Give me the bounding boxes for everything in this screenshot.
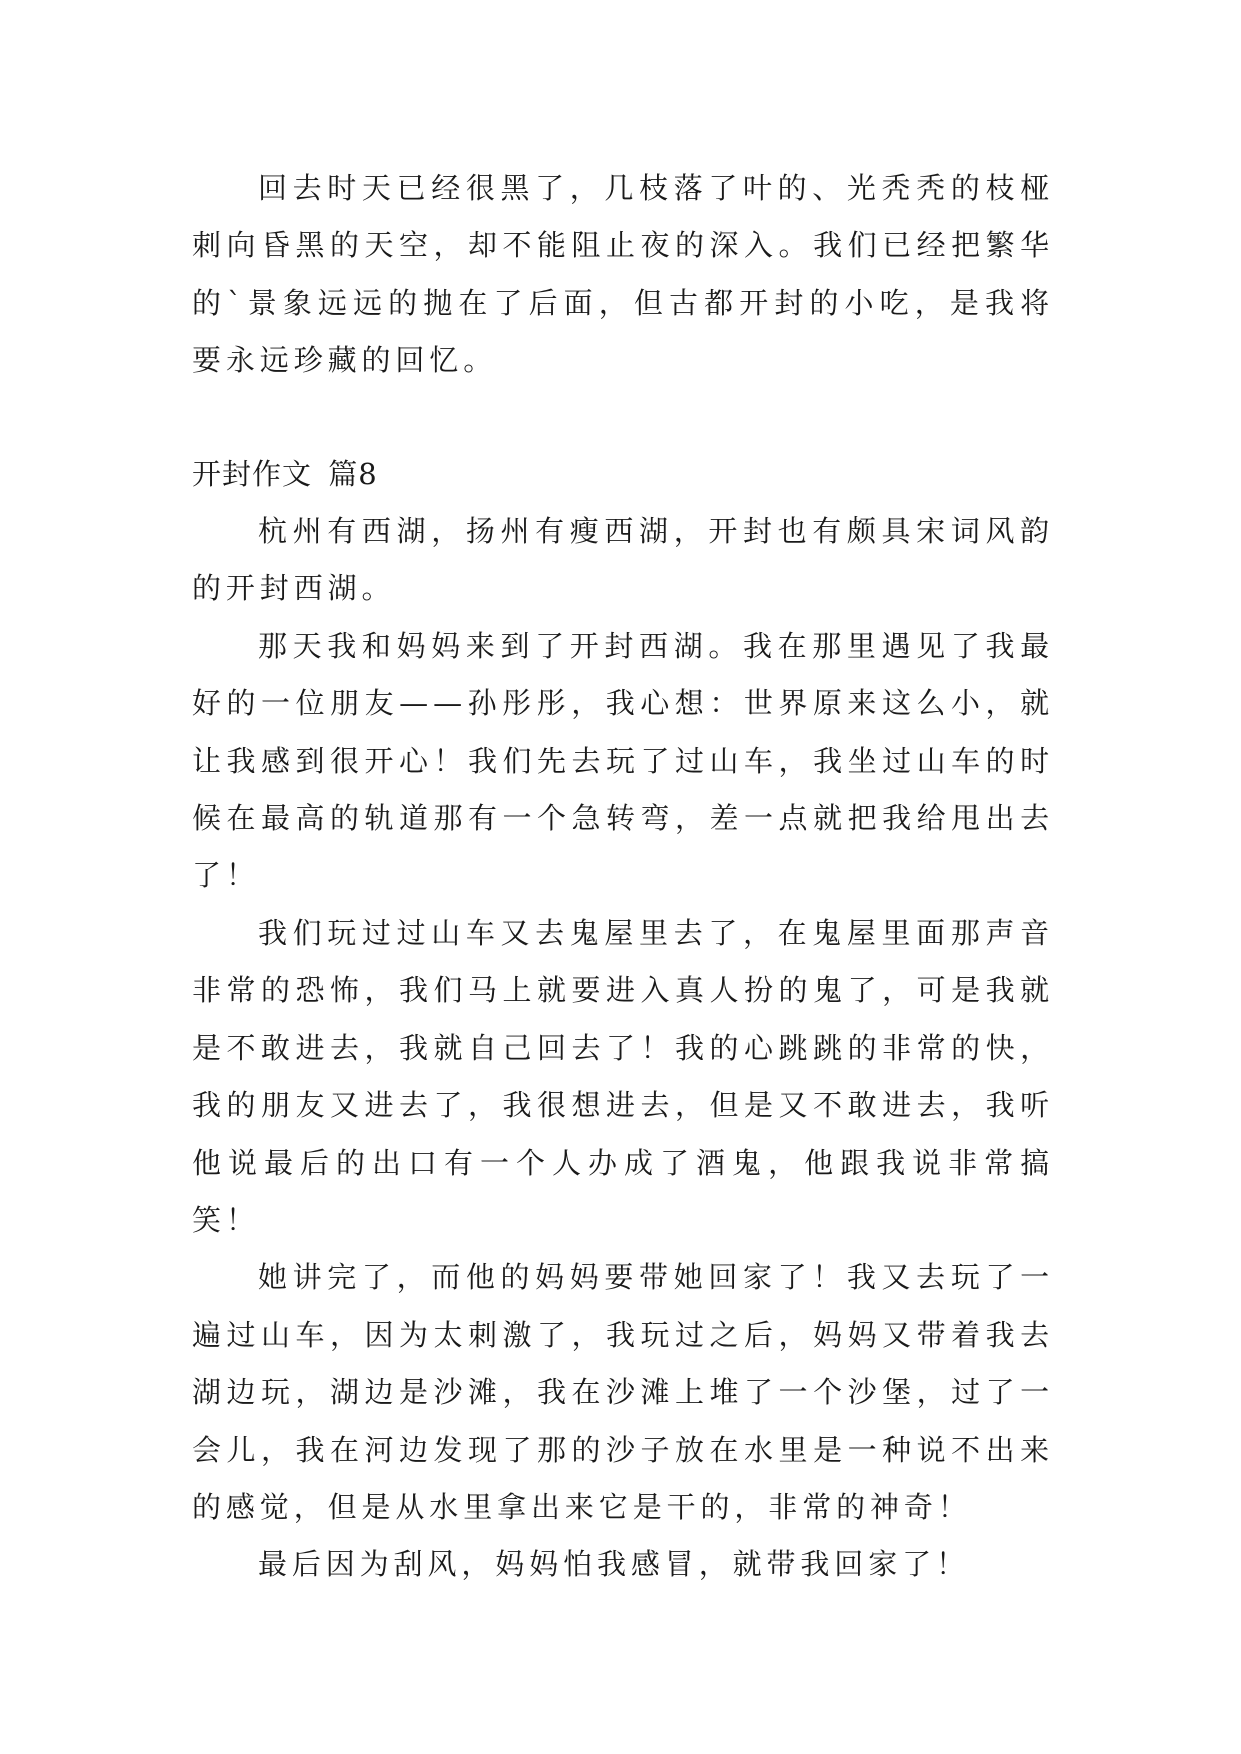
section-title: 开封作文 篇8 (192, 456, 378, 491)
paragraph-1: 杭州有西湖，扬州有瘦西湖，开封也有颇具宋词风韵的开封西湖。 (192, 514, 1054, 606)
paragraph-2: 那天我和妈妈来到了开封西湖。我在那里遇见了我最好的一位朋友——孙彤彤，我心想：世界原来这么小，就让我感到很开心！我们先去玩了过山车，我坐过山车的时候在最高的轨道那有一个急转弯，差一点就把我给甩出去了！ (192, 628, 1054, 893)
paragraph-4: 她讲完了，而他的妈妈要带她回家了！我又去玩了一遍过山车，因为太刺激了，我玩过之后，妈妈又带着我去湖边玩，湖边是沙滩，我在沙滩上堆了一个沙堡，过了一会儿，我在河边发现了那的沙子放在水里是一种说不出来的感觉，但是从水里拿出来它是干的，非常的神奇！ (192, 1260, 1054, 1524)
intro-paragraph: 回去时天已经很黑了，几枝落了叶的、光秃秃的枝桠刺向昏黑的天空，却不能阻止夜的深入。我们已经把繁华的`景象远远的抛在了后面，但古都开封的小吃，是我将要永远珍藏的回忆。 (192, 171, 1054, 378)
document-body (192, 160, 1054, 1594)
paragraph-3: 我们玩过过山车又去鬼屋里去了，在鬼屋里面那声音非常的恐怖，我们马上就要进入真人扮的鬼了，可是我就是不敢进去，我就自己回去了！我的心跳跳的非常的快，我的朋友又进去了，我很想进去，但是又不敢进去，我听他说最后的出口有一个人办成了酒鬼，他跟我说非常搞笑！ (192, 915, 1054, 1237)
paragraph-5: 最后因为刮风，妈妈怕我感冒，就带我回家了！ (258, 1547, 970, 1582)
